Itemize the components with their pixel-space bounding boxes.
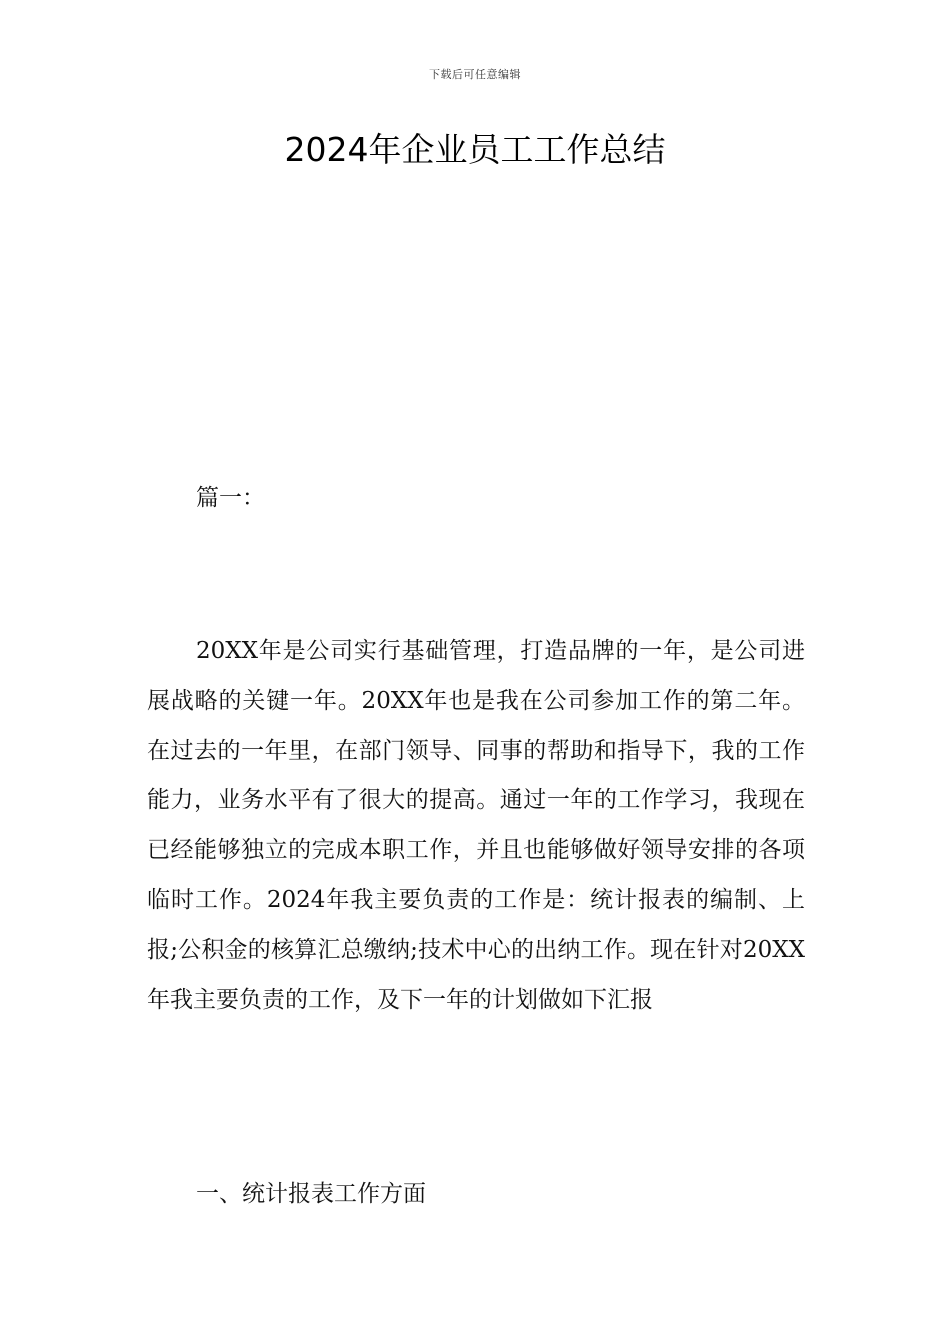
header-note: 下载后可任意编辑 — [429, 68, 521, 81]
document-title: 2024年企业员工工作总结 — [284, 130, 666, 169]
subheading: 一、统计报表工作方面 — [196, 1181, 426, 1207]
body-paragraph: 20XX年是公司实行基础管理，打造品牌的一年，是公司进展战略的关键一年。20XX年也是我在公司参加工作的第二年。在过去的一年里，在部门领导、同事的帮助和指导下，我的工作能力，业务水平有了很大的提高。通过一年的工作学习，我现在已经能够独立的完成本职工作，并且也能够做好领导安排的各项临时工作。2024年我主要负责的工作是：统计报表的编制、上报;公积金的核算汇总缴纳;技术中心的出纳工作。现在针对20XX年我主要负责的工作，及下一年的计划做如下汇报 — [147, 638, 805, 1013]
section-label: 篇一： — [196, 485, 265, 511]
